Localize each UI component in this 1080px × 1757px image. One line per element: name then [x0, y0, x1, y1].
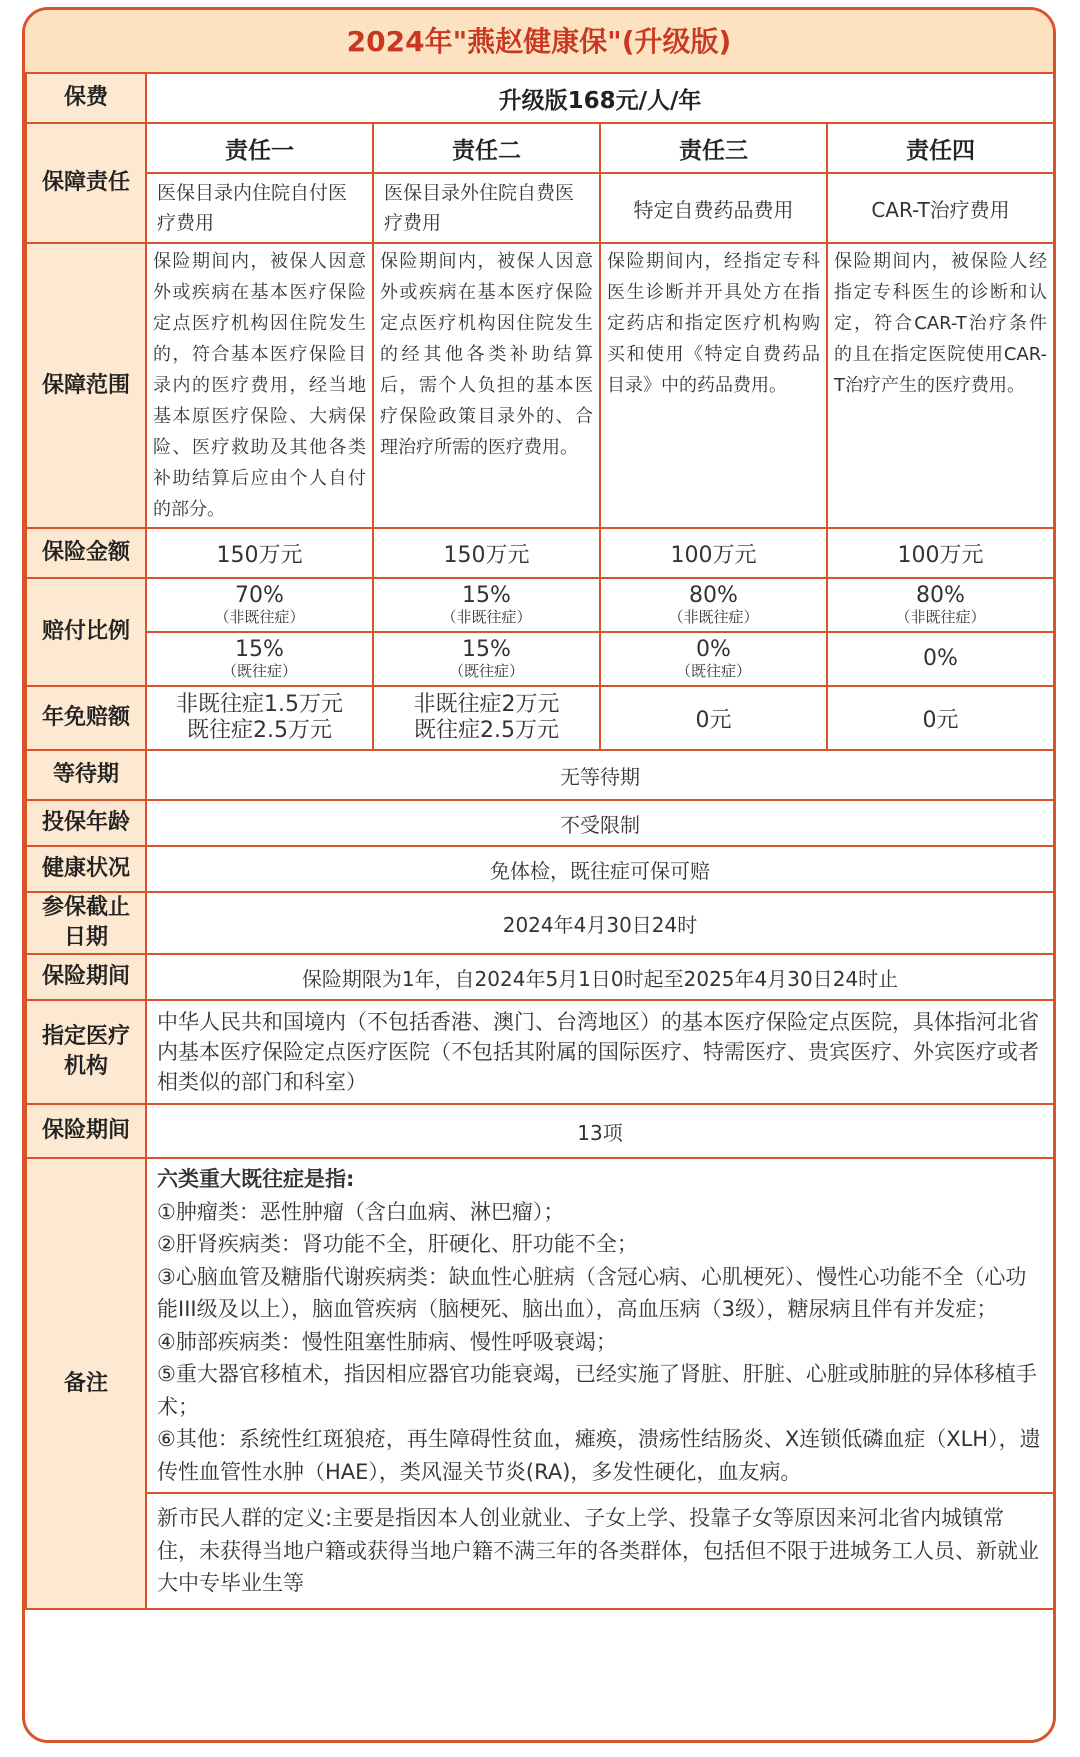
- remarks-item: ④肺部疾病类：慢性阻塞性肺病、慢性呼吸衰竭；: [157, 1329, 617, 1354]
- liability-name-2: 责任二: [373, 123, 600, 173]
- deductible-3: 0元: [600, 686, 827, 750]
- ratio-non-4: [827, 578, 1054, 632]
- ratio-pre-sub: （既往症）: [675, 662, 751, 680]
- premium-label: 保费: [26, 73, 146, 123]
- ratio-non-sub: （非既往症）: [441, 608, 532, 626]
- ratio-pre-3: [600, 632, 827, 686]
- scope-label: 保障范围: [26, 243, 146, 528]
- period-label: 保险期间: [26, 954, 146, 1000]
- remarks-item: ⑥其他：系统性红斑狼疮，再生障碍性贫血，瘫痪，溃疡性结肠炎、X连锁低磷血症（XLH），遗传性血管性水肿（HAE），类风湿关节炎(RA)，多发性硬化，血友病。: [157, 1427, 1041, 1484]
- ratio-pre-value: 15%: [462, 637, 511, 662]
- ratio-pre-2: [373, 632, 600, 686]
- deductible-2: [373, 686, 600, 750]
- liability-name-4: 责任四: [827, 123, 1054, 173]
- new-citizen-definition: 新市民人群的定义:主要是指因本人创业就业、子女上学、投靠子女等原因来河北省内城镇常住，未获得当地户籍或获得当地户籍不满三年的各类群体，包括但不限于进城务工人员、新就业大中专毕业生等: [146, 1493, 1054, 1609]
- ratio-pre-4: [827, 632, 1054, 686]
- age-value: 不受限制: [146, 800, 1054, 846]
- ratio-non-sub: （非既往症）: [668, 608, 759, 626]
- remarks-item: ②肝肾疾病类：肾功能不全，肝硬化、肝功能不全；: [157, 1232, 638, 1256]
- deadline-value: 2024年4月30日24时: [146, 892, 1054, 954]
- ratio-non-value: 15%: [462, 583, 511, 608]
- deductible-pre: 既往症2.5万元: [414, 718, 559, 743]
- scope-1: 保险期间内，被保人因意外或疾病在基本医疗保险定点医疗机构因住院发生的，符合基本医疗保险目录内的医疗费用，经当地基本原医疗保险、大病保险、医疗救助及其他各类补助结算后应由个人自付的部分。: [146, 243, 373, 528]
- page-title: 2024年"燕赵健康保"(升级版): [25, 10, 1053, 74]
- remarks-content: [146, 1158, 1054, 1493]
- liability-name-3: 责任三: [600, 123, 827, 173]
- ratio-pre-sub: （既往症）: [448, 662, 524, 680]
- ratio-pre-value: 0%: [696, 637, 731, 662]
- ratio-label: 赔付比例: [26, 578, 146, 686]
- age-label: 投保年龄: [26, 800, 146, 846]
- liability-desc-1: 医保目录内住院自付医疗费用: [146, 173, 373, 243]
- ratio-non-sub: （非既往症）: [895, 608, 986, 626]
- ratio-non-value: 80%: [916, 583, 965, 608]
- amount-1: 150万元: [146, 528, 373, 578]
- amount-4: 100万元: [827, 528, 1054, 578]
- insurance-table-frame: [22, 7, 1056, 1743]
- waiting-label: 等待期: [26, 750, 146, 800]
- ratio-non-1: [146, 578, 373, 632]
- deadline-label: 参保截止日期: [26, 892, 146, 954]
- ratio-pre-1: [146, 632, 373, 686]
- liability-desc-2: 医保目录外住院自费医疗费用: [373, 173, 600, 243]
- scope-2: 保险期间内，被保人因意外或疾病在基本医疗保险定点医疗机构因住院发生的经其他各类补助结算后，需个人负担的基本医疗保险政策目录外的、合理治疗所需的医疗费用。: [373, 243, 600, 528]
- health-value: 免体检，既往症可保可赔: [146, 846, 1054, 892]
- waiting-value: 无等待期: [146, 750, 1054, 800]
- liability-name-1: 责任一: [146, 123, 373, 173]
- deductible-4: 0元: [827, 686, 1054, 750]
- remarks-item: ⑤重大器官移植术，指因相应器官功能衰竭，已经实施了肾脏、肝脏、心脏或肺脏的异体移植手术；: [157, 1362, 1037, 1419]
- amount-label: 保险金额: [26, 528, 146, 578]
- amount-2: 150万元: [373, 528, 600, 578]
- deductible-non: 非既往症1.5万元: [176, 692, 343, 717]
- ratio-non-sub: （非既往症）: [214, 608, 305, 626]
- period2-label: 保险期间: [26, 1104, 146, 1158]
- period2-value: 13项: [146, 1104, 1054, 1158]
- liability-desc-3: 特定自费药品费用: [600, 173, 827, 243]
- remarks-item: ①肿瘤类：恶性肿瘤（含白血病、淋巴瘤）；: [157, 1199, 565, 1224]
- remarks-label: 备注: [26, 1158, 146, 1609]
- amount-3: 100万元: [600, 528, 827, 578]
- hospital-value: 中华人民共和国境内（不包括香港、澳门、台湾地区）的基本医疗保险定点医院，具体指河北省内基本医疗保险定点医疗医院（不包括其附属的国际医疗、特需医疗、贵宾医疗、外宾医疗或者相类似的部门和科室）: [146, 1000, 1054, 1104]
- remarks-title: 六类重大既往症是指:: [157, 1167, 355, 1191]
- ratio-pre-value: 15%: [235, 637, 284, 662]
- liability-desc-4: CAR-T治疗费用: [827, 173, 1054, 243]
- deductible-non: 非既往症2万元: [413, 692, 560, 717]
- insurance-table: [25, 72, 1055, 1610]
- remarks-item: ③心脑血管及糖脂代谢疾病类：缺血性心脏病（含冠心病、心肌梗死）、慢性心功能不全（心功能III级及以上），脑血管疾病（脑梗死、脑出血），高血压病（3级），糖尿病且伴有并发症；: [157, 1264, 1027, 1321]
- scope-4: 保险期间内，被保险人经指定专科医生的诊断和认定，符合CAR-T治疗条件的且在指定医院使用CAR-T治疗产生的医疗费用。: [827, 243, 1054, 528]
- deductible-label: 年免赔额: [26, 686, 146, 750]
- period-value: 保险期限为1年，自2024年5月1日0时起至2025年4月30日24时止: [146, 954, 1054, 1000]
- ratio-non-value: 70%: [235, 583, 284, 608]
- deductible-pre: 既往症2.5万元: [187, 718, 332, 743]
- ratio-non-3: [600, 578, 827, 632]
- premium-value: 升级版168元/人/年: [146, 73, 1054, 123]
- ratio-pre-value: 0%: [923, 646, 958, 671]
- ratio-pre-sub: （既往症）: [221, 662, 297, 680]
- health-label: 健康状况: [26, 846, 146, 892]
- liability-label: 保障责任: [26, 123, 146, 243]
- hospital-label: 指定医疗机构: [26, 1000, 146, 1104]
- scope-3: 保险期间内，经指定专科医生诊断并开具处方在指定药店和指定医疗机构购买和使用《特定自费药品目录》中的药品费用。: [600, 243, 827, 528]
- deductible-1: [146, 686, 373, 750]
- ratio-non-value: 80%: [689, 583, 738, 608]
- ratio-non-2: [373, 578, 600, 632]
